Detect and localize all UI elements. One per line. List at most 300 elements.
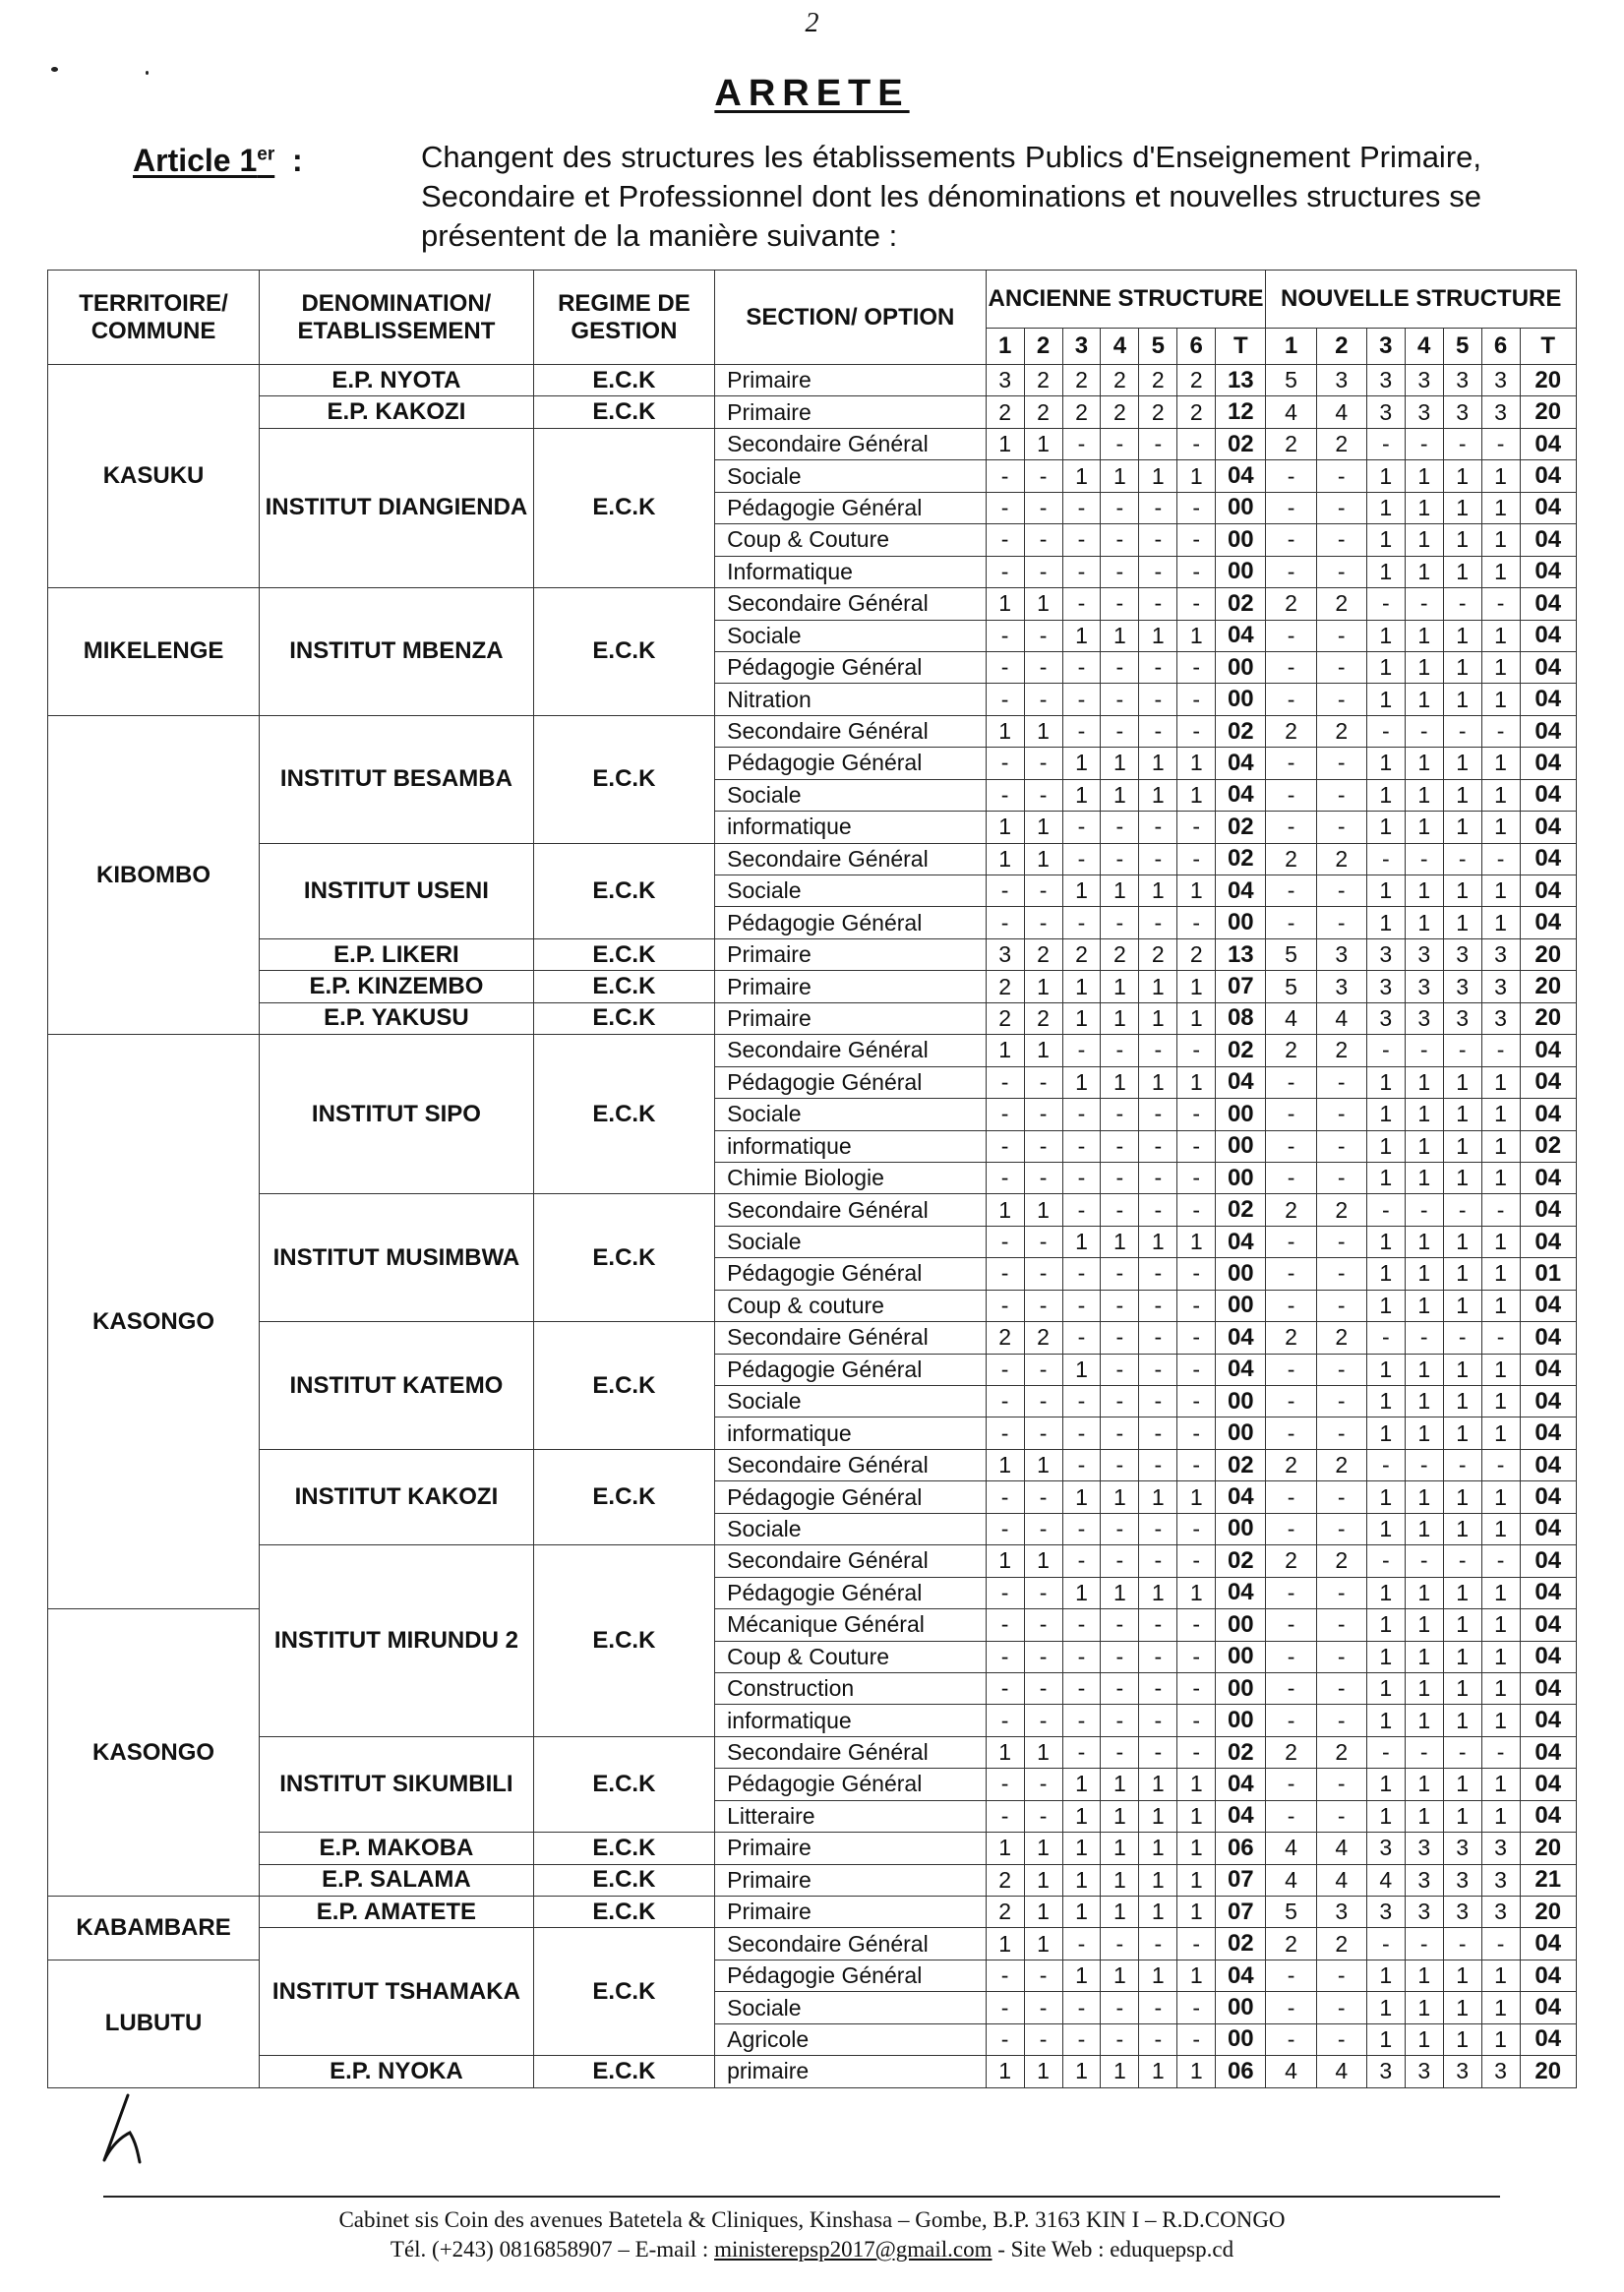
ancienne-total-cell: 00: [1216, 1290, 1266, 1321]
nouvelle-value-cell: 1: [1405, 1513, 1443, 1544]
school-cell: E.P. SALAMA: [260, 1864, 534, 1896]
nouvelle-value-cell: 1: [1405, 1577, 1443, 1608]
territory-cell: KASONGO: [48, 1609, 260, 1897]
nouvelle-value-cell: 3: [1316, 938, 1366, 970]
nouvelle-total-cell: 04: [1520, 715, 1576, 747]
ancienne-value-cell: -: [1177, 588, 1216, 620]
nouvelle-value-cell: 1: [1405, 1705, 1443, 1736]
section-cell: Primaire: [715, 1864, 987, 1896]
nouvelle-total-cell: 04: [1520, 1513, 1576, 1544]
ancienne-value-cell: 1: [1024, 1035, 1062, 1066]
nouvelle-value-cell: -: [1316, 1066, 1366, 1098]
ancienne-value-cell: 1: [1177, 1960, 1216, 1991]
nouvelle-value-cell: 1: [1366, 1258, 1405, 1290]
nouvelle-value-cell: -: [1443, 588, 1481, 620]
ancienne-value-cell: 3: [986, 365, 1024, 396]
nouvelle-value-cell: 2: [1316, 1736, 1366, 1768]
nouvelle-value-cell: 3: [1481, 1897, 1520, 1928]
section-cell: Construction: [715, 1672, 987, 1704]
ancienne-total-cell: 12: [1216, 396, 1266, 428]
nouvelle-total-cell: 20: [1520, 365, 1576, 396]
ancienne-value-cell: -: [986, 907, 1024, 938]
nouvelle-total-cell: 04: [1520, 1354, 1576, 1385]
header-section: SECTION/ OPTION: [715, 271, 987, 365]
ancienne-value-cell: 1: [1101, 1577, 1139, 1608]
ancienne-value-cell: -: [1101, 1099, 1139, 1130]
article-text: Changent des structures les établissements Publics d'Enseignement Primaire, Secondaire et Professionnel dont les dénominations et nouvelles structures se présentent de la manière suivante :: [421, 140, 1481, 253]
section-cell: Sociale: [715, 1992, 987, 2023]
nouvelle-value-cell: 1: [1366, 684, 1405, 715]
ancienne-total-cell: 02: [1216, 1736, 1266, 1768]
ancienne-value-cell: -: [1101, 1290, 1139, 1321]
ancienne-value-cell: 1: [1062, 1577, 1101, 1608]
ancienne-total-cell: 00: [1216, 1672, 1266, 1704]
ancienne-value-cell: -: [1101, 2023, 1139, 2055]
ancienne-value-cell: -: [1062, 812, 1101, 843]
regime-cell: E.C.K: [533, 428, 714, 587]
footer-contact: Tél. (+243) 0816858907 – E-mail : ministerepsp2017@gmail.com - Site Web : eduquepsp.cd: [390, 2237, 1234, 2262]
section-cell: Secondaire Général: [715, 1322, 987, 1354]
table-header-row: [48, 271, 1577, 329]
section-cell: informatique: [715, 1130, 987, 1162]
nouvelle-value-cell: -: [1316, 684, 1366, 715]
ancienne-value-cell: -: [1101, 1130, 1139, 1162]
nouvelle-value-cell: -: [1316, 492, 1366, 523]
ancienne-value-cell: 1: [1177, 1864, 1216, 1896]
ancienne-value-cell: 1: [1024, 971, 1062, 1002]
nouvelle-value-cell: 4: [1266, 1833, 1316, 1864]
regime-cell: E.C.K: [533, 1833, 714, 1864]
nouvelle-value-cell: 1: [1405, 651, 1443, 683]
school-cell: INSTITUT MBENZA: [260, 588, 534, 716]
ancienne-value-cell: 1: [1101, 460, 1139, 492]
nouvelle-value-cell: -: [1481, 1545, 1520, 1577]
ancienne-value-cell: 1: [1101, 2056, 1139, 2087]
nouvelle-value-cell: 3: [1443, 971, 1481, 1002]
ancienne-total-cell: 04: [1216, 1354, 1266, 1385]
nouvelle-total-cell: 20: [1520, 971, 1576, 1002]
nouvelle-value-cell: -: [1266, 1258, 1316, 1290]
nouvelle-total-cell: 20: [1520, 1897, 1576, 1928]
nouvelle-value-cell: -: [1266, 1226, 1316, 1257]
ancienne-value-cell: 1: [986, 1545, 1024, 1577]
ancienne-value-cell: 1: [1024, 1736, 1062, 1768]
section-cell: Secondaire Général: [715, 1194, 987, 1226]
ancienne-value-cell: -: [1024, 1386, 1062, 1417]
ancienne-value-cell: 2: [1062, 396, 1101, 428]
nouvelle-value-cell: 1: [1481, 684, 1520, 715]
nouvelle-value-cell: -: [1443, 843, 1481, 875]
ancienne-value-cell: -: [1024, 748, 1062, 779]
nouvelle-value-cell: 2: [1266, 1736, 1316, 1768]
nouvelle-value-cell: 3: [1316, 1897, 1366, 1928]
ancienne-value-cell: -: [1101, 1194, 1139, 1226]
ancienne-value-cell: -: [1139, 1609, 1177, 1641]
nouvelle-value-cell: 1: [1405, 1130, 1443, 1162]
section-cell: Secondaire Général: [715, 1035, 987, 1066]
nouvelle-value-cell: -: [1316, 1386, 1366, 1417]
ancienne-value-cell: 1: [1024, 1545, 1062, 1577]
ancienne-total-cell: 00: [1216, 492, 1266, 523]
ancienne-value-cell: -: [1024, 524, 1062, 556]
ancienne-value-cell: -: [1177, 428, 1216, 459]
ancienne-value-cell: 1: [986, 1449, 1024, 1480]
nouvelle-value-cell: 1: [1366, 1290, 1405, 1321]
ancienne-value-cell: -: [1024, 1800, 1062, 1832]
scan-speck: [51, 67, 58, 72]
nouvelle-value-cell: -: [1405, 843, 1443, 875]
ancienne-value-cell: 1: [1177, 779, 1216, 811]
nouvelle-value-cell: -: [1316, 1481, 1366, 1513]
ancienne-value-cell: -: [1139, 715, 1177, 747]
nouvelle-value-cell: 1: [1366, 492, 1405, 523]
nouvelle-value-cell: 1: [1405, 1769, 1443, 1800]
ancienne-value-cell: 1: [1024, 1928, 1062, 1960]
ancienne-total-cell: 02: [1216, 1035, 1266, 1066]
ancienne-value-cell: 1: [1062, 1002, 1101, 1034]
ancienne-value-cell: 1: [1062, 1864, 1101, 1896]
nouvelle-value-cell: -: [1266, 1066, 1316, 1098]
nouvelle-total-cell: 04: [1520, 907, 1576, 938]
nouvelle-value-cell: 1: [1405, 1960, 1443, 1991]
ancienne-value-cell: -: [1062, 1992, 1101, 2023]
ancienne-value-cell: 1: [1139, 1066, 1177, 1098]
ancienne-value-cell: -: [986, 1513, 1024, 1544]
nouvelle-value-cell: 3: [1443, 396, 1481, 428]
ancienne-value-cell: 1: [1177, 1002, 1216, 1034]
nouvelle-value-cell: -: [1316, 1226, 1366, 1257]
nouvelle-value-cell: 1: [1443, 1577, 1481, 1608]
nouvelle-value-cell: -: [1443, 1194, 1481, 1226]
nouvelle-value-cell: 1: [1405, 556, 1443, 587]
nouvelle-value-cell: 3: [1405, 365, 1443, 396]
nouvelle-value-cell: 1: [1481, 1672, 1520, 1704]
ancienne-value-cell: -: [1139, 1449, 1177, 1480]
nouvelle-total-cell: 04: [1520, 1992, 1576, 2023]
ancienne-value-cell: -: [1177, 1162, 1216, 1193]
nouvelle-total-cell: 04: [1520, 492, 1576, 523]
nouvelle-value-cell: -: [1366, 1194, 1405, 1226]
section-cell: Primaire: [715, 1002, 987, 1034]
nouvelle-value-cell: 2: [1316, 1449, 1366, 1480]
section-cell: Secondaire Général: [715, 1928, 987, 1960]
nouvelle-value-cell: -: [1366, 1545, 1405, 1577]
section-cell: Pédagogie Général: [715, 1354, 987, 1385]
section-cell: Pédagogie Général: [715, 1960, 987, 1991]
ancienne-value-cell: -: [1024, 492, 1062, 523]
table-row: [48, 1002, 1577, 1034]
nouvelle-value-cell: 1: [1405, 1354, 1443, 1385]
ancienne-value-cell: -: [1101, 1736, 1139, 1768]
nouvelle-col-header: 5: [1443, 329, 1481, 365]
nouvelle-value-cell: -: [1316, 524, 1366, 556]
nouvelle-value-cell: 1: [1443, 1960, 1481, 1991]
nouvelle-value-cell: 2: [1316, 428, 1366, 459]
nouvelle-value-cell: 1: [1443, 907, 1481, 938]
nouvelle-value-cell: 2: [1266, 1449, 1316, 1480]
nouvelle-total-cell: 04: [1520, 1800, 1576, 1832]
nouvelle-value-cell: -: [1481, 1928, 1520, 1960]
section-cell: Nitration: [715, 684, 987, 715]
nouvelle-value-cell: 1: [1481, 1258, 1520, 1290]
ancienne-value-cell: -: [986, 1577, 1024, 1608]
ancienne-value-cell: -: [1024, 1577, 1062, 1608]
nouvelle-value-cell: 1: [1366, 1481, 1405, 1513]
nouvelle-value-cell: -: [1405, 588, 1443, 620]
ancienne-value-cell: -: [1024, 620, 1062, 651]
ancienne-value-cell: -: [1101, 651, 1139, 683]
ancienne-value-cell: 2: [1139, 365, 1177, 396]
ancienne-total-cell: 00: [1216, 1609, 1266, 1641]
ancienne-total-cell: 04: [1216, 1800, 1266, 1832]
ancienne-value-cell: -: [986, 1769, 1024, 1800]
nouvelle-value-cell: 1: [1443, 492, 1481, 523]
ancienne-value-cell: -: [1177, 843, 1216, 875]
ancienne-value-cell: -: [1177, 1449, 1216, 1480]
nouvelle-value-cell: 1: [1366, 1577, 1405, 1608]
nouvelle-col-header: 6: [1481, 329, 1520, 365]
section-cell: Pédagogie Général: [715, 1258, 987, 1290]
nouvelle-value-cell: 2: [1316, 1928, 1366, 1960]
nouvelle-value-cell: 2: [1316, 843, 1366, 875]
nouvelle-value-cell: 1: [1481, 556, 1520, 587]
ancienne-value-cell: 1: [1024, 1833, 1062, 1864]
table-row: [48, 715, 1577, 747]
section-cell: Pédagogie Général: [715, 907, 987, 938]
ancienne-value-cell: -: [1139, 1258, 1177, 1290]
nouvelle-value-cell: -: [1316, 1641, 1366, 1672]
ancienne-value-cell: -: [1177, 1928, 1216, 1960]
nouvelle-value-cell: 3: [1366, 1002, 1405, 1034]
regime-cell: E.C.K: [533, 2056, 714, 2087]
table-row: [48, 1864, 1577, 1896]
ancienne-value-cell: -: [1177, 1672, 1216, 1704]
regime-cell: E.C.K: [533, 365, 714, 396]
ancienne-value-cell: -: [1024, 1290, 1062, 1321]
ancienne-value-cell: 1: [1139, 1960, 1177, 1991]
territory-cell: KABAMBARE: [48, 1897, 260, 1960]
nouvelle-total-cell: 20: [1520, 2056, 1576, 2087]
ancienne-value-cell: -: [1139, 1322, 1177, 1354]
ancienne-value-cell: -: [1177, 1992, 1216, 2023]
ancienne-value-cell: 2: [1101, 938, 1139, 970]
nouvelle-value-cell: -: [1405, 1035, 1443, 1066]
ancienne-total-cell: 00: [1216, 1992, 1266, 2023]
footer-email: ministerepsp2017@gmail.com: [714, 2237, 992, 2262]
nouvelle-value-cell: 1: [1443, 1417, 1481, 1449]
nouvelle-value-cell: 3: [1481, 1002, 1520, 1034]
ancienne-value-cell: -: [986, 1417, 1024, 1449]
ancienne-value-cell: 1: [1101, 748, 1139, 779]
ancienne-value-cell: -: [1139, 1705, 1177, 1736]
nouvelle-value-cell: 1: [1481, 812, 1520, 843]
table-row: [48, 1322, 1577, 1354]
nouvelle-value-cell: 4: [1316, 1002, 1366, 1034]
nouvelle-value-cell: 3: [1443, 1833, 1481, 1864]
section-cell: Sociale: [715, 1513, 987, 1544]
nouvelle-value-cell: 4: [1366, 1864, 1405, 1896]
nouvelle-total-cell: 20: [1520, 1833, 1576, 1864]
school-cell: E.P. AMATETE: [260, 1897, 534, 1928]
ancienne-value-cell: -: [1062, 428, 1101, 459]
ancienne-value-cell: -: [1177, 684, 1216, 715]
nouvelle-value-cell: 2: [1266, 1035, 1316, 1066]
nouvelle-value-cell: -: [1405, 1736, 1443, 1768]
nouvelle-value-cell: -: [1443, 1035, 1481, 1066]
nouvelle-value-cell: 1: [1405, 1672, 1443, 1704]
nouvelle-value-cell: -: [1443, 428, 1481, 459]
ancienne-value-cell: 1: [1101, 1481, 1139, 1513]
nouvelle-value-cell: 1: [1366, 1641, 1405, 1672]
nouvelle-value-cell: -: [1316, 1258, 1366, 1290]
ancienne-value-cell: -: [1101, 1354, 1139, 1385]
ancienne-value-cell: -: [1177, 907, 1216, 938]
nouvelle-total-cell: 04: [1520, 1960, 1576, 1991]
ancienne-value-cell: 1: [1139, 2056, 1177, 2087]
nouvelle-value-cell: -: [1405, 1194, 1443, 1226]
ancienne-value-cell: -: [1177, 1705, 1216, 1736]
ancienne-value-cell: -: [1177, 1322, 1216, 1354]
nouvelle-value-cell: 1: [1405, 460, 1443, 492]
ancienne-value-cell: 2: [1024, 1322, 1062, 1354]
ancienne-value-cell: -: [1062, 1290, 1101, 1321]
table-row: [48, 1928, 1577, 1960]
ancienne-total-cell: 00: [1216, 1705, 1266, 1736]
ancienne-value-cell: -: [986, 460, 1024, 492]
ancienne-value-cell: -: [986, 651, 1024, 683]
nouvelle-value-cell: -: [1266, 1481, 1316, 1513]
nouvelle-value-cell: 3: [1405, 2056, 1443, 2087]
nouvelle-value-cell: 3: [1481, 2056, 1520, 2087]
nouvelle-value-cell: -: [1481, 428, 1520, 459]
ancienne-value-cell: 1: [1062, 1066, 1101, 1098]
nouvelle-value-cell: 1: [1366, 1513, 1405, 1544]
nouvelle-col-header: 4: [1405, 329, 1443, 365]
ancienne-value-cell: -: [1177, 2023, 1216, 2055]
table-row: [48, 396, 1577, 428]
school-cell: INSTITUT SIPO: [260, 1035, 534, 1194]
nouvelle-value-cell: 2: [1266, 1928, 1316, 1960]
nouvelle-value-cell: 1: [1481, 460, 1520, 492]
ancienne-value-cell: 1: [1139, 1833, 1177, 1864]
ancienne-value-cell: -: [1024, 1960, 1062, 1991]
ancienne-value-cell: 1: [1024, 843, 1062, 875]
nouvelle-total-cell: 04: [1520, 1099, 1576, 1130]
territory-cell: KASUKU: [48, 365, 260, 588]
ancienne-value-cell: -: [986, 1992, 1024, 2023]
nouvelle-value-cell: 1: [1366, 1066, 1405, 1098]
ancienne-value-cell: -: [1177, 1609, 1216, 1641]
ancienne-value-cell: -: [1101, 1449, 1139, 1480]
nouvelle-value-cell: 1: [1366, 1960, 1405, 1991]
ancienne-value-cell: -: [986, 1672, 1024, 1704]
ancienne-col-header: T: [1216, 329, 1266, 365]
ancienne-value-cell: -: [986, 1960, 1024, 1991]
nouvelle-col-header: 1: [1266, 329, 1316, 365]
header-ancienne: ANCIENNE STRUCTURE: [986, 271, 1266, 329]
ancienne-value-cell: -: [1024, 1641, 1062, 1672]
section-cell: Sociale: [715, 1226, 987, 1257]
ancienne-value-cell: -: [1101, 556, 1139, 587]
signature: [90, 2089, 159, 2168]
nouvelle-value-cell: 3: [1481, 396, 1520, 428]
section-cell: Secondaire Général: [715, 588, 987, 620]
ancienne-value-cell: -: [1062, 1736, 1101, 1768]
school-cell: E.P. YAKUSU: [260, 1002, 534, 1034]
nouvelle-total-cell: 04: [1520, 1545, 1576, 1577]
ancienne-value-cell: 1: [1062, 1481, 1101, 1513]
ancienne-value-cell: -: [1101, 1513, 1139, 1544]
nouvelle-value-cell: 1: [1405, 1386, 1443, 1417]
nouvelle-value-cell: 1: [1481, 1099, 1520, 1130]
school-cell: INSTITUT SIKUMBILI: [260, 1736, 534, 1832]
ancienne-value-cell: 1: [1101, 1800, 1139, 1832]
school-cell: INSTITUT TSHAMAKA: [260, 1928, 534, 2056]
page-number: 2: [805, 8, 819, 38]
nouvelle-total-cell: 04: [1520, 524, 1576, 556]
ancienne-value-cell: -: [1024, 1258, 1062, 1290]
ancienne-value-cell: -: [1101, 1672, 1139, 1704]
nouvelle-value-cell: 2: [1266, 715, 1316, 747]
ancienne-value-cell: -: [986, 1066, 1024, 1098]
ancienne-value-cell: 1: [1139, 620, 1177, 651]
ancienne-total-cell: 04: [1216, 1577, 1266, 1608]
ancienne-value-cell: 1: [1062, 620, 1101, 651]
nouvelle-value-cell: 4: [1266, 396, 1316, 428]
ancienne-value-cell: 2: [1101, 396, 1139, 428]
territory-cell: KIBOMBO: [48, 715, 260, 1034]
section-cell: Primaire: [715, 971, 987, 1002]
nouvelle-value-cell: 1: [1481, 1992, 1520, 2023]
ancienne-total-cell: 04: [1216, 875, 1266, 907]
ancienne-value-cell: -: [1177, 1545, 1216, 1577]
nouvelle-value-cell: -: [1266, 1354, 1316, 1385]
ancienne-value-cell: -: [1177, 1513, 1216, 1544]
ancienne-value-cell: -: [1024, 1481, 1062, 1513]
nouvelle-value-cell: 1: [1443, 1386, 1481, 1417]
nouvelle-value-cell: 3: [1443, 938, 1481, 970]
header-nouvelle: NOUVELLE STRUCTURE: [1266, 271, 1577, 329]
ancienne-value-cell: 1: [1177, 1897, 1216, 1928]
nouvelle-total-cell: 04: [1520, 620, 1576, 651]
ancienne-value-cell: -: [1062, 1513, 1101, 1544]
nouvelle-value-cell: 3: [1443, 365, 1481, 396]
ancienne-total-cell: 00: [1216, 1513, 1266, 1544]
nouvelle-value-cell: 1: [1405, 812, 1443, 843]
ancienne-value-cell: -: [1139, 651, 1177, 683]
nouvelle-total-cell: 04: [1520, 1928, 1576, 1960]
nouvelle-total-cell: 04: [1520, 651, 1576, 683]
nouvelle-value-cell: 1: [1443, 556, 1481, 587]
ancienne-value-cell: -: [1101, 428, 1139, 459]
ancienne-value-cell: 1: [1062, 1769, 1101, 1800]
nouvelle-value-cell: 1: [1481, 2023, 1520, 2055]
ancienne-value-cell: -: [1177, 1290, 1216, 1321]
ancienne-value-cell: 1: [1177, 1066, 1216, 1098]
nouvelle-total-cell: 04: [1520, 1769, 1576, 1800]
nouvelle-value-cell: 1: [1405, 2023, 1443, 2055]
nouvelle-total-cell: 04: [1520, 1162, 1576, 1193]
table-row: [48, 428, 1577, 459]
nouvelle-value-cell: 3: [1366, 1897, 1405, 1928]
ancienne-value-cell: 2: [986, 1897, 1024, 1928]
nouvelle-value-cell: 3: [1405, 938, 1443, 970]
ancienne-value-cell: -: [1062, 1035, 1101, 1066]
territory-cell: MIKELENGE: [48, 588, 260, 716]
nouvelle-value-cell: 3: [1443, 1897, 1481, 1928]
section-cell: Primaire: [715, 938, 987, 970]
section-cell: Primaire: [715, 365, 987, 396]
